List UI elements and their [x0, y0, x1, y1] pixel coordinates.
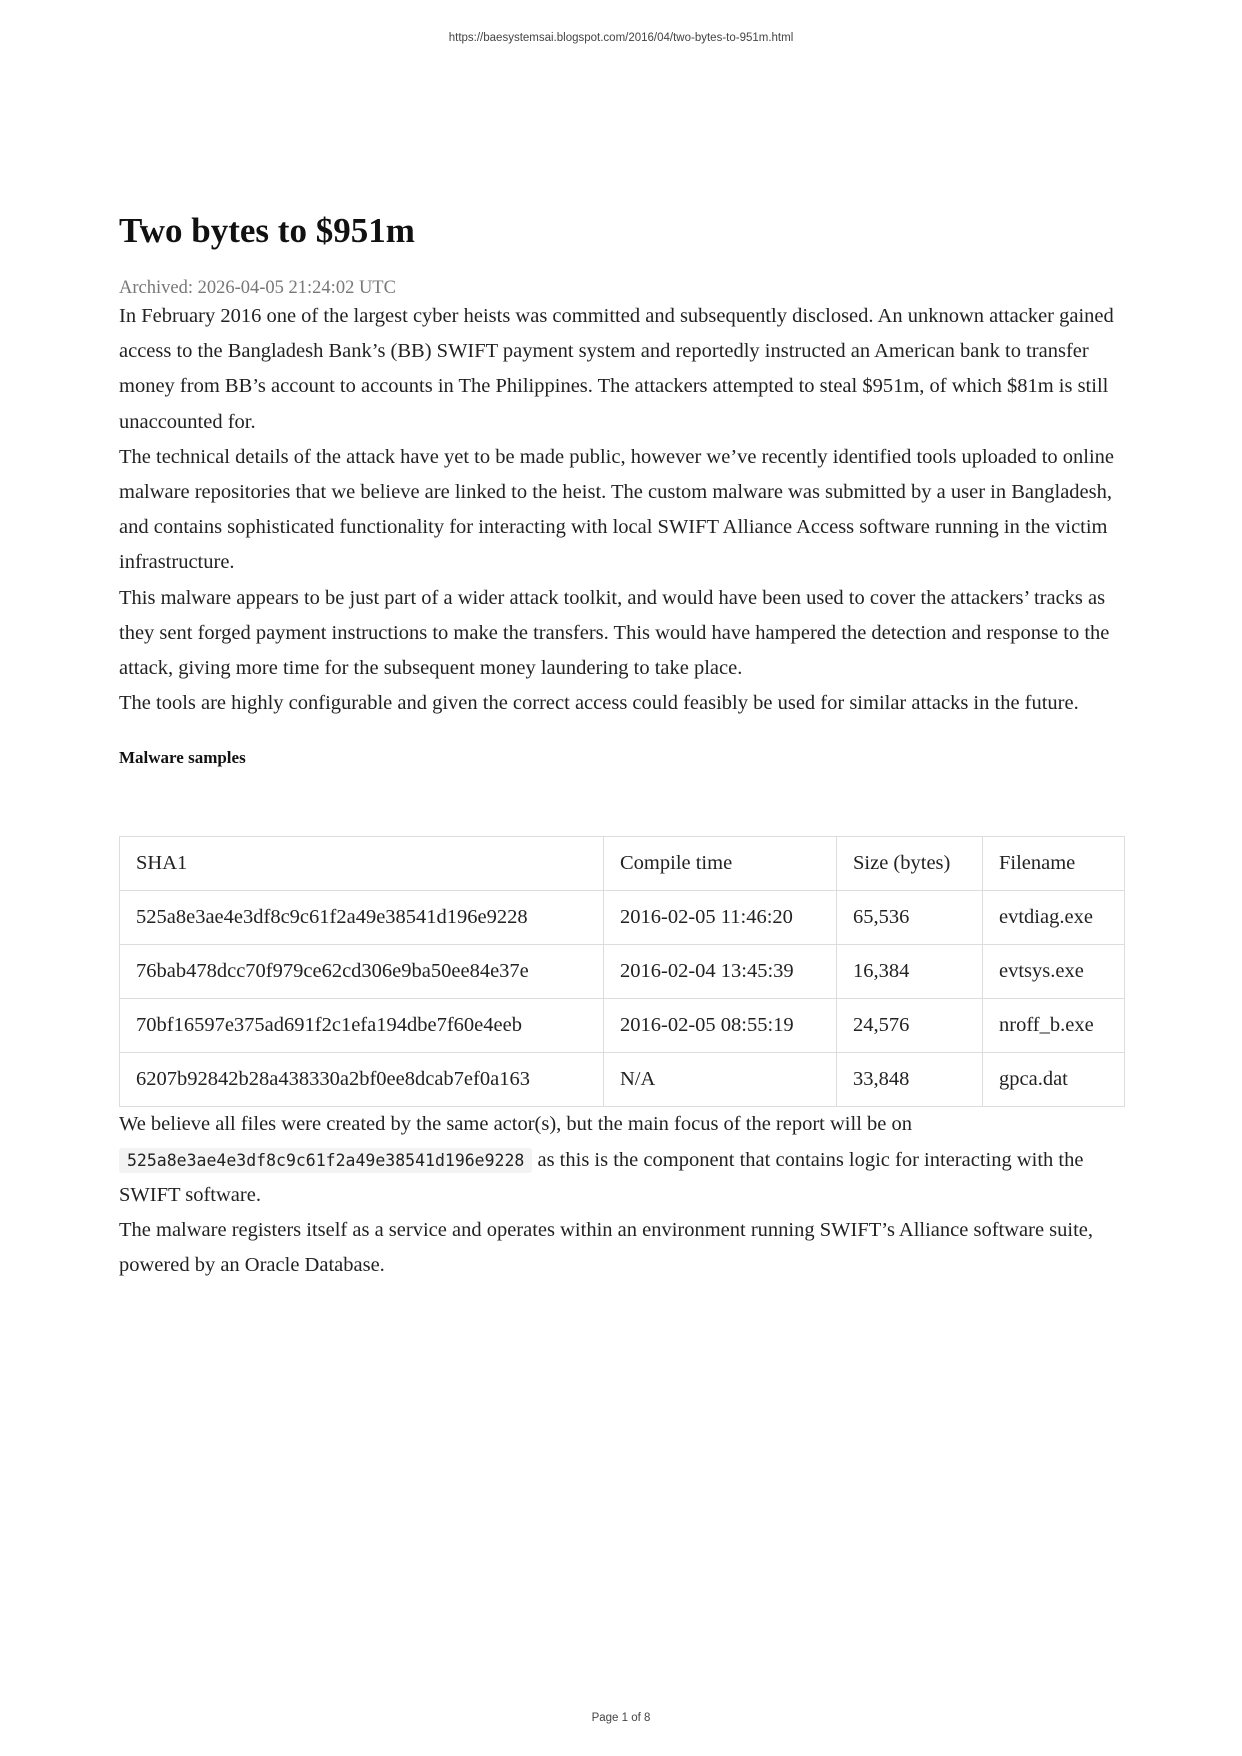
article-body: [119, 210, 1125, 1283]
column-header-compile-time: Compile time: [604, 837, 837, 891]
paragraph-configurable-tools: The tools are highly configurable and given the correct access could feasibly be used for similar attacks in the future.: [119, 692, 1079, 715]
page-number: Page 1 of 8: [591, 1712, 651, 1724]
table-row: [120, 891, 1125, 945]
paragraph-attack-toolkit: This malware appears to be just part of a wider attack toolkit, and would have been used to cover the attackers’ tracks as they sent forged payment instructions to make the transfers. This would have hampered the detection and response to the attack, giving more time for the subsequent money laundering to take place.: [119, 586, 1110, 680]
paragraph-report-focus: [119, 1107, 1125, 1213]
cell-size: 24,576: [837, 999, 983, 1053]
column-header-filename: Filename: [983, 837, 1125, 891]
cell-sha1: 525a8e3ae4e3df8c9c61f2a49e38541d196e9228: [120, 891, 604, 945]
inline-code-sha1: 525a8e3ae4e3df8c9c61f2a49e38541d196e9228: [119, 1148, 532, 1173]
cell-sha1: 76bab478dcc70f979ce62cd306e9ba50ee84e37e: [120, 945, 604, 999]
focus-text-after: as this is the component that contains logic for interacting with the SWIFT software.: [119, 1148, 1084, 1206]
paragraph-intro: In February 2016 one of the largest cyber heists was committed and subsequently disclosed. An unknown attacker gained access to the Bangladesh Bank’s (BB) SWIFT payment system and reportedly instructed an American bank to transfer money from BB’s account to accounts in The Philippines. The attackers attempted to steal $951m, of which $81m is still unaccounted for.: [119, 305, 1114, 433]
malware-samples-table: [119, 836, 1125, 1107]
cell-compile-time: 2016-02-04 13:45:39: [604, 945, 837, 999]
malware-samples-heading: Malware samples: [119, 748, 246, 768]
cell-compile-time: 2016-02-05 11:46:20: [604, 891, 837, 945]
cell-size: 65,536: [837, 891, 983, 945]
table-row: [120, 1053, 1125, 1107]
cell-size: 33,848: [837, 1053, 983, 1107]
table-row: [120, 999, 1125, 1053]
table-row: [120, 945, 1125, 999]
cell-filename: evtsys.exe: [983, 945, 1125, 999]
cell-size: 16,384: [837, 945, 983, 999]
column-header-sha1: SHA1: [120, 837, 604, 891]
cell-filename: gpca.dat: [983, 1053, 1125, 1107]
article-title: Two bytes to $951m: [119, 211, 415, 250]
cell-sha1: 70bf16597e375ad691f2c1efa194dbe7f60e4eeb: [120, 999, 604, 1053]
cell-compile-time: 2016-02-05 08:55:19: [604, 999, 837, 1053]
table-header-row: [120, 837, 1125, 891]
source-url: https://baesystemsai.blogspot.com/2016/04/two-bytes-to-951m.html: [448, 32, 794, 44]
cell-filename: nroff_b.exe: [983, 999, 1125, 1053]
column-header-size: Size (bytes): [837, 837, 983, 891]
cell-sha1: 6207b92842b28a438330a2bf0ee8dcab7ef0a163: [120, 1053, 604, 1107]
focus-text-before: We believe all files were created by the same actor(s), but the main focus of the report will be on: [119, 1113, 912, 1136]
cell-filename: evtdiag.exe: [983, 891, 1125, 945]
paragraph-technical-details: The technical details of the attack have yet to be made public, however we’ve recently identified tools uploaded to online malware repositories that we believe are linked to the heist. The custom malware was submitted by a user in Bangladesh, and contains sophisticated functionality for interacting with local SWIFT Alliance Access software running in the victim infrastructure.: [119, 445, 1115, 574]
cell-compile-time: N/A: [604, 1053, 837, 1107]
archived-timestamp: Archived: 2026-04-05 21:24:02 UTC: [119, 278, 396, 298]
paragraph-service-registration: The malware registers itself as a service and operates within an environment running SWIFT’s Alliance software suite, powered by an Oracle Database.: [119, 1219, 1094, 1277]
